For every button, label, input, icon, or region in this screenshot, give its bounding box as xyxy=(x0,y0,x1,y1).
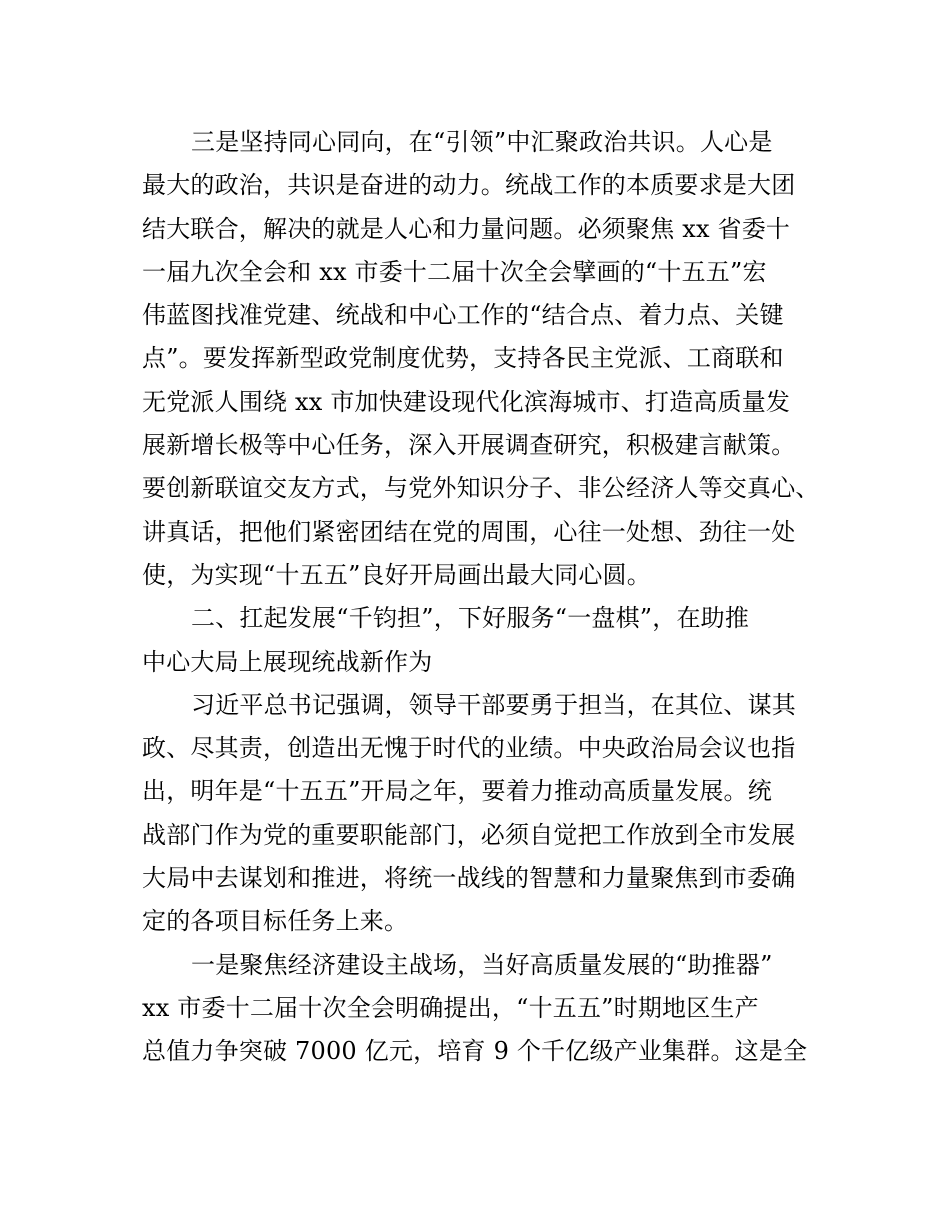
text-line: 习近平总书记强调，领导干部要勇于担当，在其位、谋其 xyxy=(191,690,796,719)
text-line: 使，为实现“十五五”良好开局画出最大同心圆。 xyxy=(142,560,651,589)
paragraph-2 xyxy=(142,684,822,944)
section-heading xyxy=(142,597,822,684)
text-line: 讲真话，把他们紧密团结在党的周围，心往一处想、劲往一处 xyxy=(142,517,796,546)
text-line: 无党派人围绕 xx 市加快建设现代化滨海城市、打造高质量发 xyxy=(142,387,791,416)
text-line: xx 市委十二届十次全会明确提出，“十五五”时期地区生产 xyxy=(142,993,759,1022)
heading-line: 中心大局上展现统战新作为 xyxy=(142,647,433,676)
text-line: 大局中去谋划和推进，将统一战线的智慧和力量聚焦到市委确 xyxy=(142,864,796,893)
text-line: 结大联合，解决的就是人心和力量问题。必须聚焦 xx 省委十 xyxy=(142,214,791,243)
document-body xyxy=(142,121,822,1074)
text-line: 三是坚持同心同向，在“引领”中汇聚政治共识。人心是 xyxy=(191,128,773,156)
text-line: 出，明年是“十五五”开局之年，要着力推动高质量发展。统 xyxy=(142,777,772,806)
text-line: 点”。要发挥新型政党制度优势，支持各民主党派、工商联和 xyxy=(142,344,784,373)
text-line: 要创新联谊交友方式，与党外知识分子、非公经济人等交真心、 xyxy=(142,474,820,503)
text-line: 伟蓝图找准党建、统战和中心工作的“结合点、着力点、关键 xyxy=(142,301,784,330)
text-line: 展新增长极等中心任务，深入开展调查研究，积极建言献策。 xyxy=(142,431,796,460)
text-line: 一届九次全会和 xx 市委十二届十次全会擘画的“十五五”宏 xyxy=(142,257,767,286)
text-line: 最大的政治，共识是奋进的动力。统战工作的本质要求是大团 xyxy=(142,171,796,200)
paragraph-1 xyxy=(142,121,822,597)
text-line: 定的各项目标任务上来。 xyxy=(142,907,409,936)
heading-line: 二、扛起发展“千钧担”，下好服务“一盘棋”，在助推 xyxy=(191,604,750,633)
paragraph-3 xyxy=(142,944,822,1074)
text-line: 政、尽其责，创造出无愧于时代的业绩。中央政治局会议也指 xyxy=(142,734,796,763)
text-line: 战部门作为党的重要职能部门，必须自觉把工作放到全市发展 xyxy=(142,820,796,849)
text-line: 一是聚焦经济建设主战场，当好高质量发展的“助推器” xyxy=(191,950,773,979)
text-line: 总值力争突破 7000 亿元，培育 9 个千亿级产业集群。这是全 xyxy=(142,1037,808,1066)
